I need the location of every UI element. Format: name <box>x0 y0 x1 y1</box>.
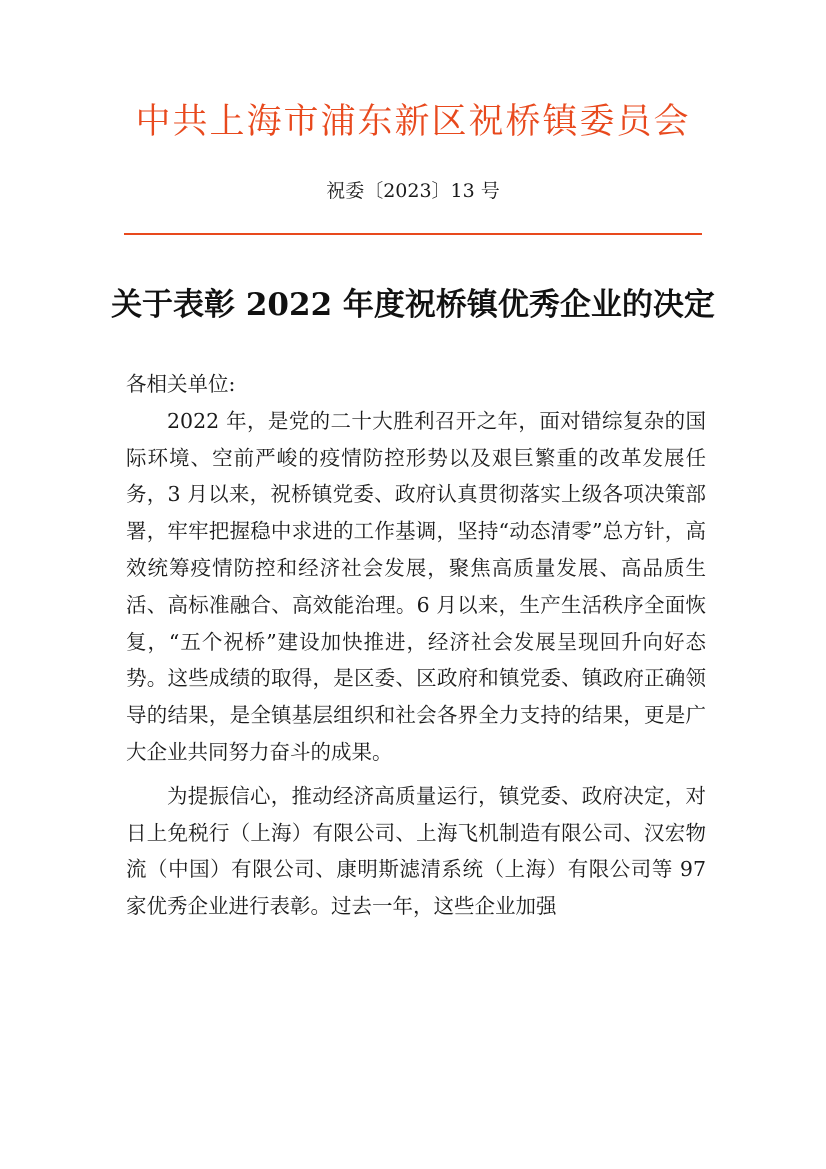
document-body <box>126 366 706 925</box>
document-number: 祝委〔2023〕13 号 <box>326 180 500 202</box>
issuing-organization: 中共上海市浦东新区祝桥镇委员会 <box>135 102 691 142</box>
header-divider <box>124 233 702 235</box>
body-paragraph-2: 为提振信心，推动经济高质量运行，镇党委、政府决定，对日上免税行（上海）有限公司、上海飞机制造有限公司、汉宏物流（中国）有限公司、康明斯滤清系统（上海）有限公司等 97 家优秀企业进行表彰。过去一年，这些企业加强 <box>126 783 706 919</box>
salutation: 各相关单位: <box>126 372 236 396</box>
document-title: 关于表彰 2022 年度祝桥镇优秀企业的决定 <box>111 287 715 323</box>
body-paragraph-1: 2022 年，是党的二十大胜利召开之年，面对错综复杂的国际环境、空前严峻的疫情防控形势以及艰巨繁重的改革发展任务，3 月以来，祝桥镇党委、政府认真贯彻落实上级各项决策部署，牢牢把握稳中求进的工作基调，坚持“动态清零”总方针，高效统筹疫情防控和经济社会发展，聚焦高质量发展、高品质生活、高标准融合、高效能治理。6 月以来，生产生活秩序全面恢复，“五个祝桥”建设加快推进，经济社会发展呈现回升向好态势。这些成绩的取得，是区委、区政府和镇党委、镇政府正确领导的结果，是全镇基层组织和社会各界全力支持的结果，更是广大企业共同努力奋斗的成果。 <box>126 408 706 764</box>
